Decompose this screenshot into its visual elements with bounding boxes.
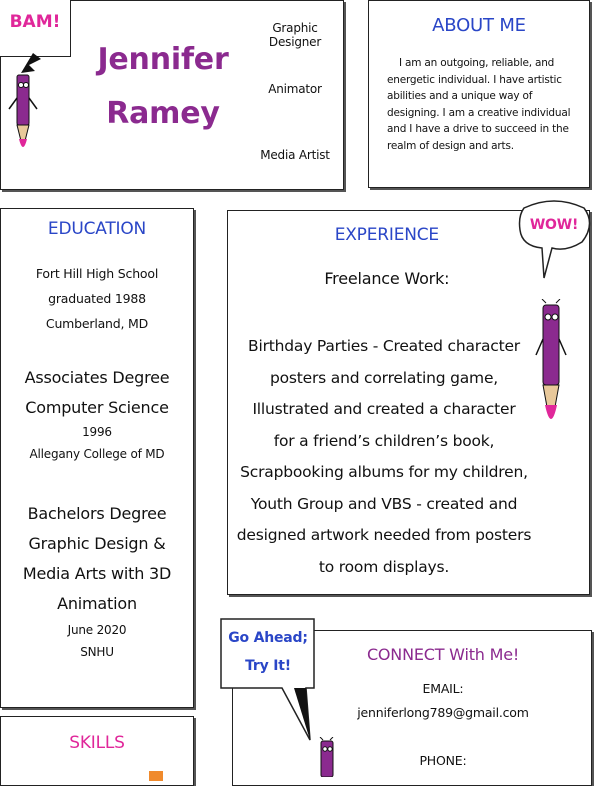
experience-subtitle: Freelance Work: — [324, 269, 450, 288]
skills-title: SKILLS — [69, 733, 125, 753]
experience-line: for a friend’s children’s book, — [273, 431, 495, 450]
role-3: Media Artist — [260, 148, 330, 162]
education-line: Cumberland, MD — [45, 316, 149, 331]
role-1: Graphic Designer — [268, 21, 322, 49]
first-name: Jennifer — [97, 42, 229, 77]
education-line: Fort Hill High School — [35, 266, 159, 281]
skill-icon — [149, 771, 163, 781]
education-line: graduated 1988 — [48, 291, 146, 306]
pencil-character-icon — [534, 299, 570, 439]
education-title: EDUCATION — [47, 219, 147, 239]
education-year: 1996 — [82, 425, 112, 439]
education-degree: Associates Degree — [24, 368, 170, 387]
education-card — [0, 208, 194, 708]
experience-line: to room displays. — [318, 557, 450, 576]
header-card — [0, 0, 344, 190]
connect-title: CONNECT With Me! — [366, 645, 520, 664]
email-link[interactable]: jenniferlong789@gmail.com — [357, 705, 529, 720]
education-major: Computer Science — [25, 398, 169, 417]
pencil-character-icon — [317, 737, 337, 777]
experience-title: EXPERIENCE — [334, 225, 439, 245]
wow-speech-bubble — [516, 198, 592, 280]
education-major: Media Arts with 3D — [22, 564, 172, 583]
wow-text: WOW! — [529, 217, 579, 233]
education-school: Allegany College of MD — [29, 447, 165, 461]
experience-line: Birthday Parties - Created character — [248, 337, 520, 355]
last-name: Ramey — [106, 96, 220, 131]
about-title: ABOUT ME — [432, 15, 526, 36]
experience-line: posters and correlating game, — [269, 368, 499, 387]
experience-line: Illustrated and created a character — [252, 400, 516, 418]
try-it-line: Try It! — [245, 658, 291, 674]
experience-description — [234, 331, 534, 583]
education-entry-associates — [1, 363, 193, 467]
education-entry-bachelors — [1, 499, 193, 663]
about-card — [368, 0, 590, 188]
phone-label: PHONE: — [419, 753, 467, 768]
experience-line: Scrapbooking albums for my children, — [240, 463, 528, 481]
role-2: Animator — [268, 82, 322, 96]
experience-line: Youth Group and VBS - created and — [250, 494, 518, 513]
education-major: Graphic Design & — [28, 534, 166, 553]
education-school: SNHU — [80, 645, 114, 659]
education-major: Animation — [57, 594, 137, 613]
education-entry-highschool — [1, 261, 193, 336]
go-ahead-line: Go Ahead; — [228, 630, 308, 646]
skills-card — [0, 716, 194, 786]
bam-speech-bubble — [0, 0, 71, 57]
email-label: EMAIL: — [422, 681, 464, 696]
pencil-character-icon — [5, 53, 45, 157]
education-degree: Bachelors Degree — [27, 504, 167, 523]
about-text: I am an outgoing, reliable, and energetic individual. I have artistic abilities and a unique way of designing. I am a creative individual and I have a drive to succeed in the realm of design and arts. — [387, 57, 571, 152]
bam-text: BAM! — [9, 12, 61, 32]
experience-line: designed artwork needed from posters — [236, 526, 532, 544]
name-block — [93, 33, 233, 141]
go-ahead-text — [222, 624, 314, 680]
education-date: June 2020 — [67, 623, 127, 637]
